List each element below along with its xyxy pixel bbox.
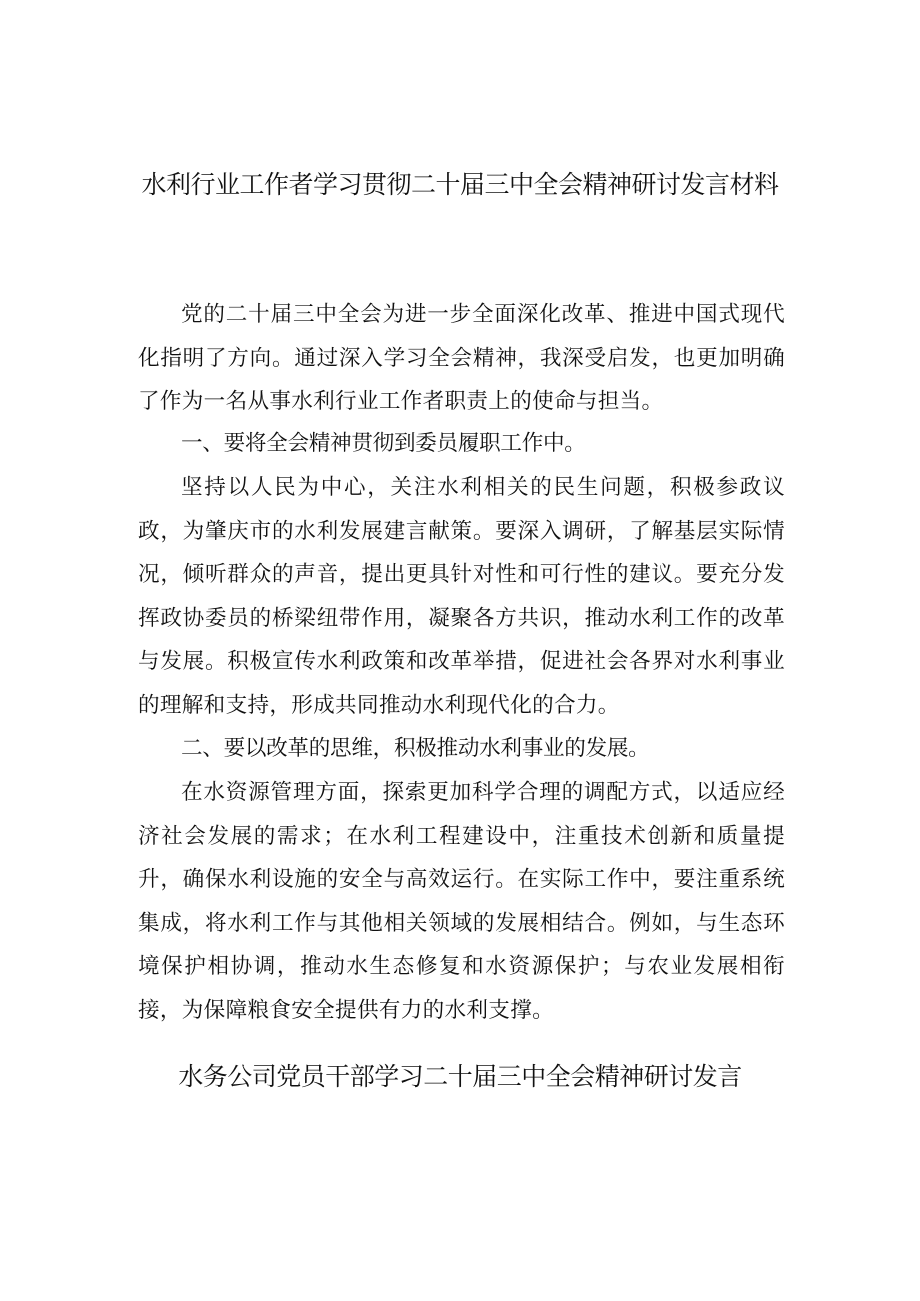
document-title: 水利行业工作者学习贯彻二十届三中全会精神研讨发言材料 <box>141 170 779 199</box>
next-document-title: 水务公司党员干部学习二十届三中全会精神研讨发言 <box>178 1062 742 1091</box>
section-1-paragraph: 坚持以人民为中心，关注水利相关的民生问题，积极参政议政，为肇庆市的水利发展建言献策。要深入调研，了解基层实际情况，倾听群众的声音，提出更具针对性和可行性的建议。要充分发挥政协委员的桥梁纽带作用，凝聚各方共识，推动水利工作的改革与发展。积极宣传水利政策和改革举措，促进社会各界对水利事业的理解和支持，形成共同推动水利现代化的合力。 <box>138 475 785 718</box>
section-heading-2: 二、要以改革的思维，积极推动水利事业的发展。 <box>181 736 650 761</box>
section-heading-1: 一、要将全会精神贯彻到委员履职工作中。 <box>181 431 586 456</box>
intro-paragraph: 党的二十届三中全会为进一步全面深化改革、推进中国式现代化指明了方向。通过深入学习全会精神，我深受启发，也更加明确了作为一名从事水利行业工作者职责上的使命与担当。 <box>138 302 785 414</box>
section-2-paragraph: 在水资源管理方面，探索更加科学合理的调配方式，以适应经济社会发展的需求；在水利工程建设中，注重技术创新和质量提升，确保水利设施的安全与高效运行。在实际工作中，要注重系统集成，将水利工作与其他相关领域的发展相结合。例如，与生态环境保护相协调，推动水生态修复和水资源保护；与农业发展相衔接，为保障粮食安全提供有力的水利支撑。 <box>138 780 785 1023</box>
